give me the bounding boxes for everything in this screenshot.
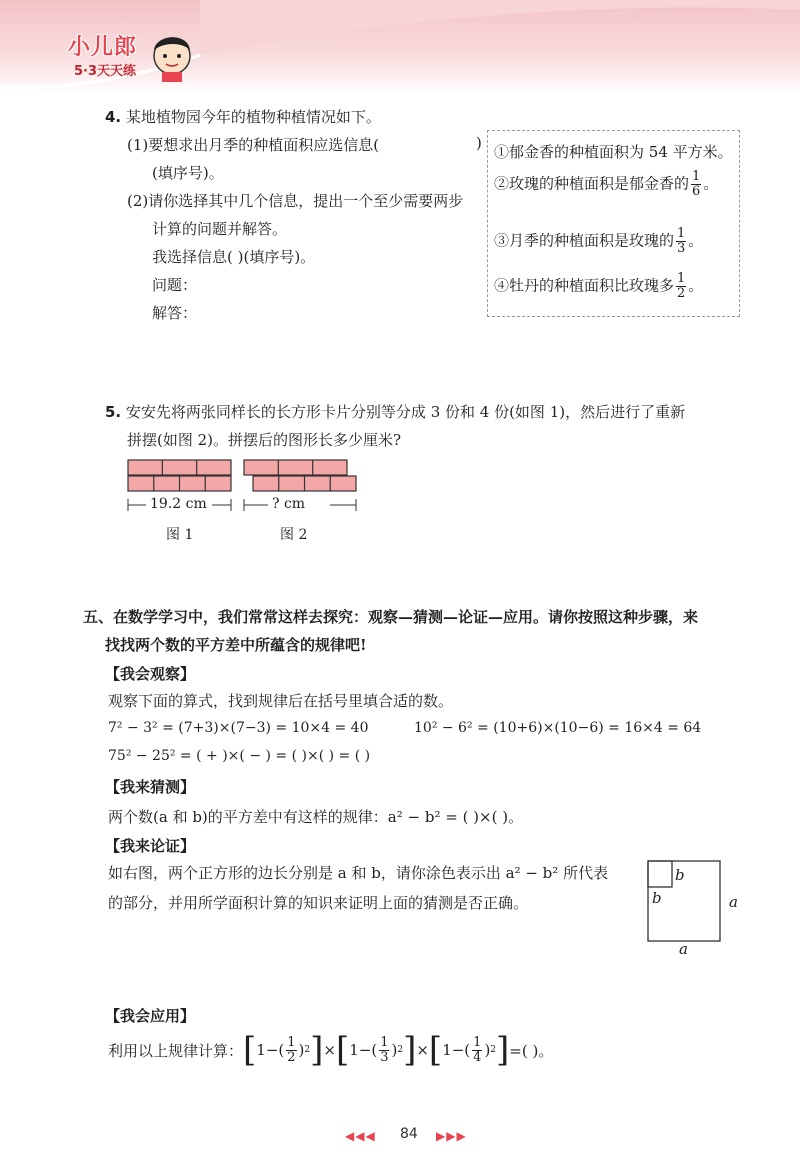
fig1-measure-label: 19.2 cm (150, 496, 207, 512)
equation-1: 7² − 3² = (7+3)×(7−3) = 10×4 = 40 (108, 720, 369, 736)
info-item-1: ①郁金香的种植面积为 54 平方米。 (494, 143, 733, 161)
fig1-caption: 图 1 (166, 527, 194, 543)
fraction-denominator: 4 (473, 1049, 482, 1065)
logo-title: 小儿郎 (68, 35, 138, 60)
prove-line2: 的部分，并用所学面积计算的知识来证明上面的猜测是否正确。 (108, 894, 529, 912)
info-item-4-end: 。 (688, 276, 704, 295)
fraction-denominator: 6 (692, 184, 701, 199)
fraction-numerator: 1 (287, 1034, 296, 1050)
fraction-numerator: 1 (473, 1034, 482, 1050)
square-2: 2 (397, 1045, 404, 1055)
prove-line1: 如右图，两个正方形的边长分别是 a 和 b，请你涂色表示出 a² − b² 所代表 (108, 864, 609, 882)
fraction-numerator: 1 (380, 1034, 389, 1050)
label-b-bottom: b (652, 889, 662, 907)
q4-answer-label: 解答： (152, 304, 198, 322)
equation-2: 10² − 6² = (10+6)×(10−6) = 16×4 = 64 (414, 720, 702, 736)
fraction-denominator: 2 (287, 1049, 296, 1065)
logo-subtitle: 5·3天天练 (74, 64, 137, 79)
times-2: × (416, 1041, 429, 1059)
info-item-4-text: ④牡丹的种植面积比玫瑰多 (494, 276, 675, 295)
observe-heading: 【我会观察】 (105, 665, 196, 683)
footer-right-arrows: ▶▶▶ (436, 1129, 467, 1143)
apply-one-1: 1−( (256, 1041, 285, 1059)
fraction-numerator: 1 (677, 226, 686, 241)
q5-number: 5. (105, 403, 122, 421)
fraction-numerator: 1 (692, 169, 701, 184)
q5-line1: 安安先将两张同样长的长方形卡片分别等分成 3 份和 4 份(如图 1)，然后进行了重新 (125, 403, 686, 421)
times-1: × (323, 1041, 336, 1059)
info-item-2-end: 。 (703, 174, 719, 193)
fraction-denominator: 3 (677, 241, 686, 256)
info-item-2 (494, 170, 718, 199)
bracket-close-2: ] (403, 1030, 417, 1070)
paren-close-2: ) (391, 1041, 398, 1059)
header-curve-shape (200, 0, 800, 55)
bracket-open-3: [ (428, 1030, 443, 1070)
q4-stem (105, 106, 381, 127)
paren-close-1: ) (298, 1041, 305, 1059)
apply-fraction-1 (286, 1036, 296, 1065)
apply-one-3: 1−( (442, 1041, 471, 1059)
apply-expression (108, 1030, 554, 1070)
fig1-card-top (128, 460, 231, 475)
footer-left-arrows: ◀◀◀ (345, 1129, 376, 1143)
small-square (648, 861, 672, 887)
apply-prefix: 利用以上规律计算： (108, 1041, 244, 1060)
observe-text: 观察下面的算式，找到规律后在括号里填合适的数。 (108, 692, 454, 710)
apply-fraction-2 (379, 1036, 389, 1065)
info-item-3 (494, 227, 703, 256)
fig2-caption: 图 2 (280, 527, 308, 543)
figure-2 (244, 460, 356, 491)
bracket-close-3: ] (496, 1030, 510, 1070)
info-item-4 (494, 272, 703, 301)
paren-close-3: ) (484, 1041, 491, 1059)
label-a-bottom: a (679, 940, 688, 958)
bracket-open-2: [ (335, 1030, 350, 1070)
fig2-measure-label: ? cm (272, 496, 306, 512)
q4-part1-line1: (1)要想求出月季的种植面积应选信息( (127, 136, 380, 154)
bracket-close-1: ] (310, 1030, 324, 1070)
fraction-numerator: 1 (677, 271, 686, 286)
q4-choose-line: 我选择信息( )(填序号)。 (152, 248, 316, 266)
q4-part1-close: ) (476, 134, 482, 152)
section5-title-line2: 找找两个数的平方差中所蕴含的规律吧! (105, 636, 367, 654)
section5-title-line1: 五、在数学学习中，我们常常这样去探究：观察—猜测—论证—应用。请你按照这种步骤，来 (83, 608, 699, 626)
info-item-3-text: ③月季的种植面积是玫瑰的 (494, 231, 675, 250)
figure-1 (128, 460, 231, 491)
info-item-4-fraction (676, 272, 686, 301)
q4-part2-line2: 计算的问题并解答。 (152, 220, 288, 238)
q4-part1-line2: (填序号)。 (152, 164, 224, 182)
q4-intro: 某地植物园今年的植物种植情况如下。 (125, 108, 381, 126)
info-item-2-text: ②玫瑰的种植面积是郁金香的 (494, 174, 690, 193)
label-b-right: b (675, 866, 685, 884)
q5-line2: 拼摆(如图 2)。拼摆后的图形长多少厘米? (127, 431, 402, 449)
page-number: 84 (400, 1126, 418, 1142)
prove-heading: 【我来论证】 (105, 837, 196, 855)
bracket-open-1: [ (243, 1030, 257, 1070)
apply-heading: 【我会应用】 (105, 1007, 196, 1025)
square-1: 2 (304, 1045, 311, 1055)
fraction-denominator: 3 (380, 1049, 389, 1065)
square-3: 2 (490, 1045, 497, 1055)
apply-fraction-3 (472, 1036, 482, 1065)
q4-question-label: 问题： (152, 276, 198, 294)
apply-suffix: =( )。 (509, 1041, 554, 1060)
guess-heading: 【我来猜测】 (105, 778, 196, 796)
q4-part2-line1: (2)请你选择其中几个信息，提出一个至少需要两步 (127, 192, 464, 210)
q4-number: 4. (105, 108, 122, 126)
info-item-3-end: 。 (688, 231, 704, 250)
apply-one-2: 1−( (349, 1041, 378, 1059)
q5-stem (105, 401, 685, 422)
label-a-right: a (729, 893, 738, 911)
info-item-2-fraction (691, 170, 701, 199)
info-item-3-fraction (676, 227, 686, 256)
guess-text: 两个数(a 和 b)的平方差中有这样的规律：a² − b² = ( )×( )。 (108, 808, 524, 826)
fig2-card-top (244, 460, 347, 475)
fraction-denominator: 2 (677, 286, 686, 301)
mascot-icon (148, 30, 196, 82)
equation-3: 75² − 25² = ( + )×( − ) = ( )×( ) = ( ) (108, 748, 371, 764)
